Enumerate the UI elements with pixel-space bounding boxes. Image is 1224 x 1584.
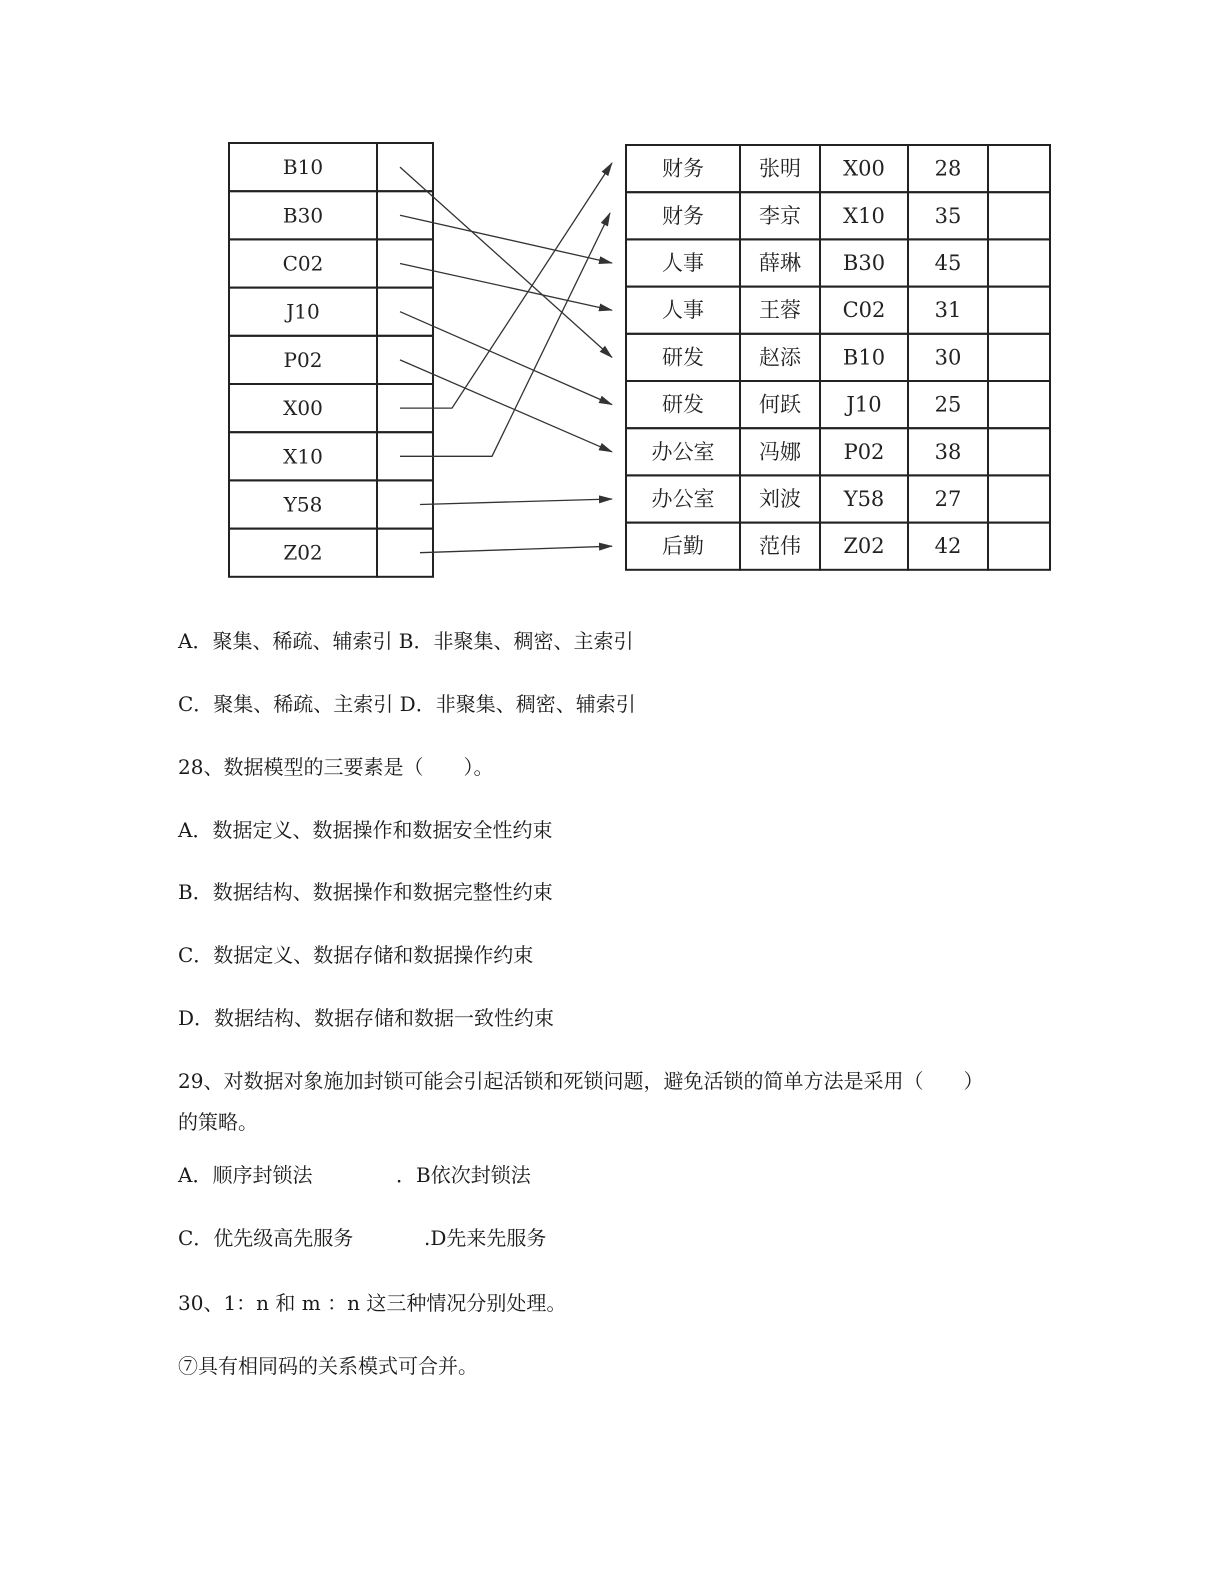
record-name: 范伟	[759, 534, 801, 559]
record-pointer-cell	[988, 239, 1050, 286]
index-key: Z02	[283, 540, 323, 565]
record-dept: 研发	[662, 345, 704, 370]
question-29-line2: 的策略。	[178, 1110, 258, 1134]
record-age: 25	[934, 392, 962, 417]
index-key: C02	[282, 251, 324, 276]
q29-option-d: .D先来先服务	[424, 1226, 547, 1250]
record-pointer-cell	[988, 381, 1050, 428]
index-key: P02	[283, 347, 323, 372]
index-key: X00	[283, 396, 323, 421]
record-age: 30	[934, 345, 962, 370]
index-key: X10	[283, 444, 323, 469]
record-key: B30	[842, 251, 886, 275]
q28-option-d: D．数据结构、数据存储和数据一致性约束	[178, 1006, 555, 1030]
record-dept: 办公室	[651, 487, 715, 511]
option-text: A．聚集、稀疏、辅索引 B．非聚集、稠密、主索引	[178, 629, 634, 653]
q29-options-ab	[178, 1162, 531, 1188]
record-key: X00	[843, 156, 885, 181]
q29-options-cd	[178, 1225, 547, 1251]
record-age: 35	[934, 203, 962, 228]
record-pointer-cell	[988, 145, 1050, 192]
q27-options-cd	[178, 691, 636, 717]
record-dept: 人事	[662, 251, 704, 275]
rule-7: ⑦具有相同码的关系模式可合并。	[178, 1354, 478, 1378]
record-key: C02	[842, 298, 886, 323]
q29-option-b: ．B依次封锁法	[396, 1163, 531, 1187]
q28-option-b: B．数据结构、数据操作和数据完整性约束	[178, 880, 553, 904]
record-age: 42	[934, 534, 962, 559]
record-dept: 后勤	[662, 534, 704, 559]
record-name: 薛琳	[759, 251, 801, 275]
record-age: 38	[934, 439, 962, 464]
record-key: X10	[843, 203, 885, 228]
record-age: 45	[934, 251, 962, 275]
record-pointer-cell	[988, 475, 1050, 522]
record-name: 何跃	[759, 392, 801, 417]
q27-options-ab	[178, 628, 634, 654]
record-age: 31	[934, 298, 962, 323]
index-key: B10	[282, 155, 324, 180]
record-name: 王蓉	[759, 298, 801, 323]
q29-option-c: C．优先级高先服务	[178, 1226, 354, 1250]
option-text: C．聚集、稀疏、主索引 D．非聚集、稠密、辅索引	[178, 692, 636, 716]
record-pointer-cell	[988, 192, 1050, 239]
pointer-arrow	[420, 499, 612, 505]
record-name: 冯娜	[759, 439, 801, 464]
record-pointer-cell	[988, 523, 1050, 570]
record-key: Y58	[843, 487, 885, 511]
q29-option-a: A．顺序封锁法	[178, 1163, 313, 1187]
record-key: B10	[842, 345, 886, 370]
record-key: Z02	[843, 534, 885, 559]
record-age: 28	[934, 156, 962, 181]
index-pointer-cell	[377, 191, 433, 239]
data-table	[626, 145, 1050, 570]
question-30: 30、1：n 和 m ：n 这三种情况分别处理。	[178, 1291, 567, 1315]
record-key: P02	[843, 439, 885, 464]
record-pointer-cell	[988, 428, 1050, 475]
question-28: 28、数据模型的三要素是（ ）。	[178, 755, 494, 779]
q28-option-c: C．数据定义、数据存储和数据操作约束	[178, 943, 534, 967]
record-age: 27	[934, 487, 962, 511]
record-dept: 财务	[662, 203, 704, 228]
record-pointer-cell	[988, 287, 1050, 334]
record-name: 赵添	[759, 345, 801, 370]
record-dept: 办公室	[651, 439, 715, 464]
record-name: 李京	[759, 203, 801, 228]
index-pointer-cell	[377, 239, 433, 287]
record-dept: 人事	[662, 298, 704, 323]
question-29-line1: 29、对数据对象施加封锁可能会引起活锁和死锁问题，避免活锁的简单方法是采用（ ）	[178, 1069, 984, 1093]
index-diagram	[0, 0, 1224, 600]
pointer-arrow	[400, 360, 612, 452]
index-table	[229, 143, 433, 577]
q28-option-a: A．数据定义、数据操作和数据安全性约束	[178, 818, 553, 842]
pointer-arrow	[400, 213, 610, 456]
pointer-arrow	[420, 546, 612, 553]
record-key: J10	[846, 392, 882, 417]
index-pointer-cell	[377, 288, 433, 336]
record-name: 刘波	[759, 487, 801, 511]
index-pointers	[400, 163, 612, 553]
record-pointer-cell	[988, 334, 1050, 381]
pointer-arrow	[400, 167, 612, 357]
index-key: J10	[286, 299, 320, 324]
record-dept: 研发	[662, 392, 704, 417]
pointer-arrow	[400, 163, 612, 408]
index-key: Y58	[283, 492, 323, 517]
record-dept: 财务	[662, 156, 704, 181]
index-pointer-cell	[377, 143, 433, 191]
record-name: 张明	[759, 156, 801, 181]
index-pointer-cell	[377, 336, 433, 384]
index-key: B30	[282, 203, 324, 228]
